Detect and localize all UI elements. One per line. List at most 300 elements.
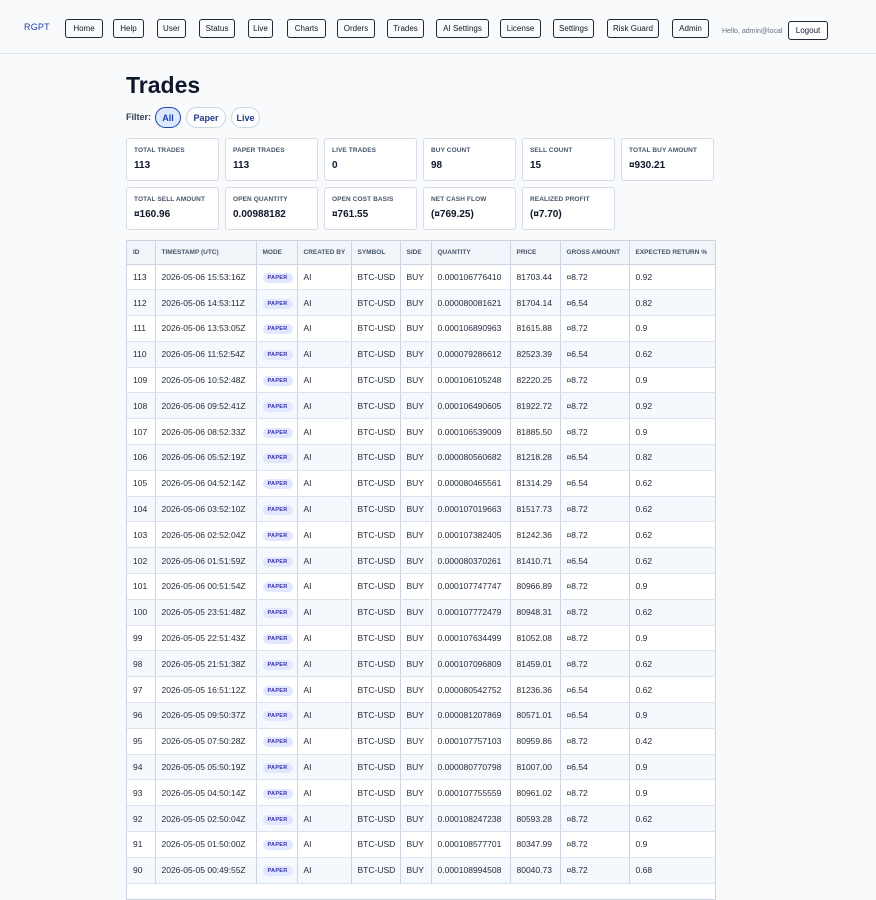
table-row[interactable] xyxy=(127,445,715,471)
mode-badge: PAPER xyxy=(263,350,293,360)
table-row[interactable] xyxy=(127,703,715,729)
cell-timestamp: 2026-05-05 23:51:48Z xyxy=(155,599,256,625)
cell-quantity: 0.000107757103 xyxy=(431,728,510,754)
cell-timestamp: 2026-05-05 21:51:38Z xyxy=(155,651,256,677)
filter-live-pill[interactable]: Live xyxy=(231,107,260,128)
cell-symbol: BTC-USD xyxy=(351,832,400,858)
cell-symbol: BTC-USD xyxy=(351,599,400,625)
filter-paper-pill[interactable]: Paper xyxy=(186,107,226,128)
cell-timestamp: 2026-05-06 02:52:04Z xyxy=(155,522,256,548)
cell-timestamp: 2026-05-05 07:50:28Z xyxy=(155,728,256,754)
cell-gross-amount: ¤6.54 xyxy=(560,548,629,574)
brand-logo[interactable]: RGPT xyxy=(24,22,50,32)
stat-value: 15 xyxy=(530,160,542,171)
cell-expected-return: 0.62 xyxy=(629,677,715,703)
cell-created-by: AI xyxy=(297,574,351,600)
stat-label: LIVE TRADES xyxy=(332,147,377,154)
stat-label: NET CASH FLOW xyxy=(431,196,487,203)
cell-expected-return: 0.9 xyxy=(629,754,715,780)
nav-home-button[interactable]: Home xyxy=(65,19,103,38)
cell-symbol: BTC-USD xyxy=(351,548,400,574)
table-row[interactable] xyxy=(127,290,715,316)
cell-created-by: AI xyxy=(297,316,351,342)
stat-card-total-trades xyxy=(126,138,219,181)
cell-expected-return: 0.9 xyxy=(629,832,715,858)
mode-badge: PAPER xyxy=(263,453,293,463)
cell-quantity: 0.000107382405 xyxy=(431,522,510,548)
cell-id: 102 xyxy=(127,548,155,574)
page-title: Trades xyxy=(126,72,201,98)
user-greeting: Hello, admin@local xyxy=(722,28,783,35)
mode-badge: PAPER xyxy=(263,324,293,334)
stat-card-sell-count xyxy=(522,138,615,181)
cell-quantity: 0.000107096809 xyxy=(431,651,510,677)
cell-side: BUY xyxy=(400,574,431,600)
stat-card-open-quantity xyxy=(225,187,318,230)
cell-id: 105 xyxy=(127,470,155,496)
nav-live-button[interactable]: Live xyxy=(248,19,273,38)
cell-timestamp: 2026-05-05 04:50:14Z xyxy=(155,780,256,806)
table-row[interactable] xyxy=(127,496,715,522)
cell-quantity: 0.000107772479 xyxy=(431,599,510,625)
column-header-timestamp-utc[interactable]: TIMESTAMP (UTC) xyxy=(155,241,256,264)
cell-quantity: 0.000106776410 xyxy=(431,264,510,290)
cell-quantity: 0.000080770798 xyxy=(431,754,510,780)
cell-side: BUY xyxy=(400,419,431,445)
nav-ai-settings-button[interactable]: AI Settings xyxy=(436,19,489,38)
cell-mode xyxy=(256,470,297,496)
cell-side: BUY xyxy=(400,316,431,342)
cell-price: 81885.50 xyxy=(510,419,560,445)
stat-card-live-trades xyxy=(324,138,417,181)
cell-expected-return: 0.82 xyxy=(629,290,715,316)
cell-quantity: 0.000106490605 xyxy=(431,393,510,419)
cell-timestamp: 2026-05-06 14:53:11Z xyxy=(155,290,256,316)
trades-table xyxy=(127,241,716,884)
cell-expected-return: 0.9 xyxy=(629,316,715,342)
cell-created-by: AI xyxy=(297,599,351,625)
cell-created-by: AI xyxy=(297,677,351,703)
stat-value: ¤930.21 xyxy=(629,160,666,171)
cell-mode xyxy=(256,754,297,780)
cell-side: BUY xyxy=(400,470,431,496)
nav-trades-button[interactable]: Trades xyxy=(387,19,424,38)
cell-price: 80593.28 xyxy=(510,806,560,832)
stat-label: SELL COUNT xyxy=(530,147,573,154)
cell-mode xyxy=(256,832,297,858)
cell-price: 81007.00 xyxy=(510,754,560,780)
cell-created-by: AI xyxy=(297,393,351,419)
mode-badge: PAPER xyxy=(263,815,293,825)
table-row[interactable] xyxy=(127,419,715,445)
nav-orders-button[interactable]: Orders xyxy=(337,19,375,38)
mode-badge: PAPER xyxy=(263,402,293,412)
table-row[interactable] xyxy=(127,651,715,677)
cell-gross-amount: ¤8.72 xyxy=(560,393,629,419)
cell-timestamp: 2026-05-06 10:52:48Z xyxy=(155,367,256,393)
table-row[interactable] xyxy=(127,677,715,703)
cell-id: 92 xyxy=(127,806,155,832)
cell-timestamp: 2026-05-05 09:50:37Z xyxy=(155,703,256,729)
mode-badge: PAPER xyxy=(263,763,293,773)
cell-quantity: 0.000107747747 xyxy=(431,574,510,600)
cell-price: 81242.36 xyxy=(510,522,560,548)
mode-badge: PAPER xyxy=(263,376,293,386)
cell-expected-return: 0.9 xyxy=(629,574,715,600)
table-row[interactable] xyxy=(127,522,715,548)
stat-value: 113 xyxy=(134,160,151,171)
cell-timestamp: 2026-05-06 11:52:54Z xyxy=(155,341,256,367)
cell-side: BUY xyxy=(400,496,431,522)
cell-created-by: AI xyxy=(297,728,351,754)
cell-price: 81704.14 xyxy=(510,290,560,316)
cell-quantity: 0.000107634499 xyxy=(431,625,510,651)
mode-badge: PAPER xyxy=(263,582,293,592)
cell-created-by: AI xyxy=(297,548,351,574)
stat-value: (¤7.70) xyxy=(530,209,562,220)
cell-timestamp: 2026-05-06 15:53:16Z xyxy=(155,264,256,290)
cell-gross-amount: ¤6.54 xyxy=(560,677,629,703)
cell-gross-amount: ¤8.72 xyxy=(560,419,629,445)
mode-badge: PAPER xyxy=(263,840,293,850)
cell-created-by: AI xyxy=(297,341,351,367)
cell-id: 111 xyxy=(127,316,155,342)
cell-id: 95 xyxy=(127,728,155,754)
cell-quantity: 0.000107755559 xyxy=(431,780,510,806)
cell-created-by: AI xyxy=(297,703,351,729)
cell-price: 80966.89 xyxy=(510,574,560,600)
cell-mode xyxy=(256,445,297,471)
cell-timestamp: 2026-05-05 16:51:12Z xyxy=(155,677,256,703)
cell-price: 80961.02 xyxy=(510,780,560,806)
cell-side: BUY xyxy=(400,728,431,754)
table-row[interactable] xyxy=(127,857,715,883)
column-header-side[interactable]: SIDE xyxy=(400,241,431,264)
stat-label: REALIZED PROFIT xyxy=(530,196,590,203)
cell-expected-return: 0.62 xyxy=(629,806,715,832)
cell-timestamp: 2026-05-05 00:49:55Z xyxy=(155,857,256,883)
stat-value: 0 xyxy=(332,160,338,171)
cell-id: 110 xyxy=(127,341,155,367)
cell-id: 109 xyxy=(127,367,155,393)
cell-side: BUY xyxy=(400,264,431,290)
cell-symbol: BTC-USD xyxy=(351,341,400,367)
cell-mode xyxy=(256,780,297,806)
cell-quantity: 0.000108577701 xyxy=(431,832,510,858)
cell-gross-amount: ¤8.72 xyxy=(560,264,629,290)
mode-badge: PAPER xyxy=(263,660,293,670)
cell-price: 81410.71 xyxy=(510,548,560,574)
cell-timestamp: 2026-05-06 09:52:41Z xyxy=(155,393,256,419)
cell-id: 97 xyxy=(127,677,155,703)
cell-id: 113 xyxy=(127,264,155,290)
cell-gross-amount: ¤6.54 xyxy=(560,341,629,367)
cell-price: 81703.44 xyxy=(510,264,560,290)
cell-expected-return: 0.9 xyxy=(629,367,715,393)
cell-created-by: AI xyxy=(297,264,351,290)
cell-timestamp: 2026-05-05 01:50:00Z xyxy=(155,832,256,858)
stat-value: 98 xyxy=(431,160,443,171)
stat-label: OPEN QUANTITY xyxy=(233,196,288,203)
cell-expected-return: 0.9 xyxy=(629,419,715,445)
cell-quantity: 0.000106890963 xyxy=(431,316,510,342)
cell-gross-amount: ¤6.54 xyxy=(560,445,629,471)
cell-side: BUY xyxy=(400,780,431,806)
cell-quantity: 0.000108247238 xyxy=(431,806,510,832)
cell-gross-amount: ¤8.72 xyxy=(560,832,629,858)
cell-gross-amount: ¤8.72 xyxy=(560,316,629,342)
stat-value: (¤769.25) xyxy=(431,209,474,220)
cell-gross-amount: ¤8.72 xyxy=(560,806,629,832)
cell-mode xyxy=(256,316,297,342)
cell-symbol: BTC-USD xyxy=(351,857,400,883)
column-header-created-by[interactable]: CREATED BY xyxy=(297,241,351,264)
cell-expected-return: 0.62 xyxy=(629,470,715,496)
cell-quantity: 0.000106105248 xyxy=(431,367,510,393)
cell-price: 81922.72 xyxy=(510,393,560,419)
stat-value: 113 xyxy=(233,160,250,171)
cell-expected-return: 0.82 xyxy=(629,445,715,471)
cell-expected-return: 0.9 xyxy=(629,625,715,651)
column-header-price[interactable]: PRICE xyxy=(510,241,560,264)
cell-mode xyxy=(256,393,297,419)
cell-symbol: BTC-USD xyxy=(351,522,400,548)
cell-price: 81517.73 xyxy=(510,496,560,522)
table-row[interactable] xyxy=(127,341,715,367)
cell-created-by: AI xyxy=(297,806,351,832)
nav-user-button[interactable]: User xyxy=(157,19,186,38)
cell-gross-amount: ¤8.72 xyxy=(560,522,629,548)
cell-quantity: 0.000080465561 xyxy=(431,470,510,496)
cell-created-by: AI xyxy=(297,367,351,393)
nav-settings-button[interactable]: Settings xyxy=(553,19,594,38)
cell-quantity: 0.000107019663 xyxy=(431,496,510,522)
cell-side: BUY xyxy=(400,341,431,367)
column-header-quantity[interactable]: QUANTITY xyxy=(431,241,510,264)
mode-badge: PAPER xyxy=(263,479,293,489)
cell-symbol: BTC-USD xyxy=(351,780,400,806)
cell-symbol: BTC-USD xyxy=(351,728,400,754)
cell-mode xyxy=(256,290,297,316)
cell-id: 108 xyxy=(127,393,155,419)
nav-admin-button[interactable]: Admin xyxy=(672,19,709,38)
cell-id: 91 xyxy=(127,832,155,858)
cell-timestamp: 2026-05-06 03:52:10Z xyxy=(155,496,256,522)
cell-side: BUY xyxy=(400,806,431,832)
cell-id: 98 xyxy=(127,651,155,677)
cell-created-by: AI xyxy=(297,857,351,883)
cell-id: 93 xyxy=(127,780,155,806)
stat-card-total-sell-amount xyxy=(126,187,219,230)
cell-quantity: 0.000106539009 xyxy=(431,419,510,445)
cell-side: BUY xyxy=(400,290,431,316)
cell-price: 82523.39 xyxy=(510,341,560,367)
stat-label: TOTAL BUY AMOUNT xyxy=(629,147,698,154)
cell-quantity: 0.000108994508 xyxy=(431,857,510,883)
cell-gross-amount: ¤6.54 xyxy=(560,754,629,780)
cell-side: BUY xyxy=(400,367,431,393)
cell-symbol: BTC-USD xyxy=(351,677,400,703)
mode-badge: PAPER xyxy=(263,634,293,644)
cell-timestamp: 2026-05-06 08:52:33Z xyxy=(155,419,256,445)
cell-symbol: BTC-USD xyxy=(351,806,400,832)
cell-mode xyxy=(256,806,297,832)
stat-card-open-cost-basis xyxy=(324,187,417,230)
cell-timestamp: 2026-05-06 01:51:59Z xyxy=(155,548,256,574)
cell-id: 101 xyxy=(127,574,155,600)
cell-price: 80347.99 xyxy=(510,832,560,858)
cell-created-by: AI xyxy=(297,445,351,471)
cell-mode xyxy=(256,522,297,548)
cell-quantity: 0.000080370261 xyxy=(431,548,510,574)
cell-gross-amount: ¤6.54 xyxy=(560,290,629,316)
cell-gross-amount: ¤8.72 xyxy=(560,651,629,677)
table-row[interactable] xyxy=(127,367,715,393)
mode-badge: PAPER xyxy=(263,711,293,721)
cell-gross-amount: ¤8.72 xyxy=(560,496,629,522)
column-header-symbol[interactable]: SYMBOL xyxy=(351,241,400,264)
cell-expected-return: 0.68 xyxy=(629,857,715,883)
cell-side: BUY xyxy=(400,599,431,625)
filter-label: Filter: xyxy=(126,112,152,122)
table-row[interactable] xyxy=(127,574,715,600)
cell-mode xyxy=(256,728,297,754)
table-row[interactable] xyxy=(127,548,715,574)
column-header-mode[interactable]: MODE xyxy=(256,241,297,264)
mode-badge: PAPER xyxy=(263,299,293,309)
cell-id: 107 xyxy=(127,419,155,445)
cell-timestamp: 2026-05-05 02:50:04Z xyxy=(155,806,256,832)
nav-risk-guard-button[interactable]: Risk Guard xyxy=(607,19,659,38)
table-header-row xyxy=(127,241,715,264)
cell-symbol: BTC-USD xyxy=(351,367,400,393)
cell-mode xyxy=(256,496,297,522)
table-row[interactable] xyxy=(127,780,715,806)
cell-expected-return: 0.62 xyxy=(629,548,715,574)
table-row[interactable] xyxy=(127,470,715,496)
mode-badge: PAPER xyxy=(263,273,293,283)
cell-created-by: AI xyxy=(297,470,351,496)
cell-timestamp: 2026-05-06 05:52:19Z xyxy=(155,445,256,471)
cell-mode xyxy=(256,625,297,651)
mode-badge: PAPER xyxy=(263,789,293,799)
mode-badge: PAPER xyxy=(263,428,293,438)
column-header-id[interactable]: ID xyxy=(127,241,155,264)
table-row[interactable] xyxy=(127,625,715,651)
cell-created-by: AI xyxy=(297,625,351,651)
logout-button[interactable]: Logout xyxy=(788,21,828,40)
cell-symbol: BTC-USD xyxy=(351,445,400,471)
nav-license-button[interactable]: License xyxy=(500,19,541,38)
cell-expected-return: 0.62 xyxy=(629,599,715,625)
cell-mode xyxy=(256,548,297,574)
stat-card-total-buy-amount xyxy=(621,138,714,181)
mode-badge: PAPER xyxy=(263,737,293,747)
table-row[interactable] xyxy=(127,754,715,780)
cell-gross-amount: ¤8.72 xyxy=(560,857,629,883)
cell-price: 80040.73 xyxy=(510,857,560,883)
cell-expected-return: 0.42 xyxy=(629,728,715,754)
cell-price: 81615.88 xyxy=(510,316,560,342)
cell-created-by: AI xyxy=(297,522,351,548)
cell-expected-return: 0.62 xyxy=(629,651,715,677)
stat-label: OPEN COST BASIS xyxy=(332,196,394,203)
cell-expected-return: 0.9 xyxy=(629,780,715,806)
cell-created-by: AI xyxy=(297,832,351,858)
cell-quantity: 0.000080560682 xyxy=(431,445,510,471)
table-row[interactable] xyxy=(127,316,715,342)
table-row[interactable] xyxy=(127,806,715,832)
cell-side: BUY xyxy=(400,548,431,574)
cell-price: 81218.28 xyxy=(510,445,560,471)
cell-id: 106 xyxy=(127,445,155,471)
table-row[interactable] xyxy=(127,599,715,625)
table-row[interactable] xyxy=(127,393,715,419)
filter-all-pill[interactable]: All xyxy=(155,107,181,128)
cell-side: BUY xyxy=(400,522,431,548)
cell-id: 99 xyxy=(127,625,155,651)
cell-symbol: BTC-USD xyxy=(351,290,400,316)
stat-label: BUY COUNT xyxy=(431,147,471,154)
cell-side: BUY xyxy=(400,445,431,471)
cell-id: 90 xyxy=(127,857,155,883)
cell-price: 81052.08 xyxy=(510,625,560,651)
cell-mode xyxy=(256,574,297,600)
cell-timestamp: 2026-05-05 05:50:19Z xyxy=(155,754,256,780)
cell-side: BUY xyxy=(400,832,431,858)
cell-mode xyxy=(256,599,297,625)
cell-id: 96 xyxy=(127,703,155,729)
cell-created-by: AI xyxy=(297,290,351,316)
cell-gross-amount: ¤6.54 xyxy=(560,470,629,496)
cell-symbol: BTC-USD xyxy=(351,264,400,290)
cell-side: BUY xyxy=(400,677,431,703)
mode-badge: PAPER xyxy=(263,557,293,567)
cell-gross-amount: ¤6.54 xyxy=(560,703,629,729)
cell-side: BUY xyxy=(400,857,431,883)
cell-price: 81236.36 xyxy=(510,677,560,703)
cell-price: 82220.25 xyxy=(510,367,560,393)
cell-expected-return: 0.92 xyxy=(629,264,715,290)
cell-symbol: BTC-USD xyxy=(351,651,400,677)
column-header-gross-amount[interactable]: GROSS AMOUNT xyxy=(560,241,629,264)
cell-expected-return: 0.62 xyxy=(629,496,715,522)
cell-quantity: 0.000080542752 xyxy=(431,677,510,703)
cell-price: 81314.29 xyxy=(510,470,560,496)
cell-gross-amount: ¤8.72 xyxy=(560,728,629,754)
table-row[interactable] xyxy=(127,264,715,290)
cell-gross-amount: ¤8.72 xyxy=(560,780,629,806)
nav-status-button[interactable]: Status xyxy=(199,19,235,38)
cell-mode xyxy=(256,651,297,677)
table-row[interactable] xyxy=(127,728,715,754)
cell-side: BUY xyxy=(400,651,431,677)
stat-label: TOTAL TRADES xyxy=(134,147,185,154)
stat-value: ¤761.55 xyxy=(332,209,369,220)
cell-side: BUY xyxy=(400,754,431,780)
cell-symbol: BTC-USD xyxy=(351,496,400,522)
cell-expected-return: 0.62 xyxy=(629,341,715,367)
cell-timestamp: 2026-05-06 13:53:05Z xyxy=(155,316,256,342)
column-header-expected-return[interactable]: EXPECTED RETURN % xyxy=(629,241,715,264)
table-row[interactable] xyxy=(127,832,715,858)
nav-help-button[interactable]: Help xyxy=(113,19,144,38)
cell-expected-return: 0.9 xyxy=(629,703,715,729)
cell-price: 80571.01 xyxy=(510,703,560,729)
nav-charts-button[interactable]: Charts xyxy=(287,19,326,38)
cell-gross-amount: ¤8.72 xyxy=(560,625,629,651)
cell-id: 100 xyxy=(127,599,155,625)
